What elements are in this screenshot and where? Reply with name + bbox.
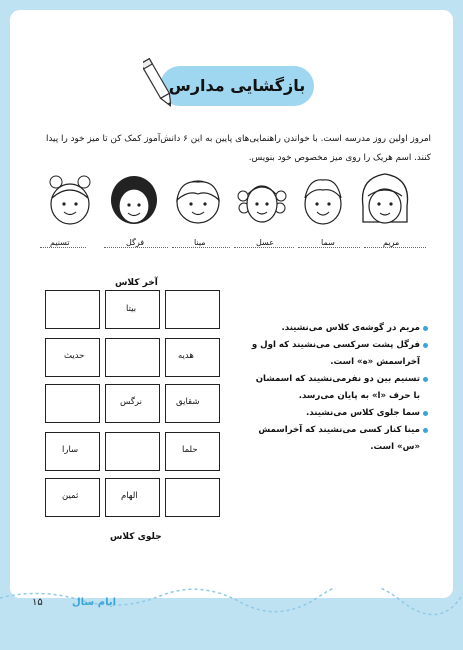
name-divider (364, 247, 426, 248)
footer-title: ایام سال (72, 597, 117, 608)
bullet-icon (423, 343, 428, 348)
clue-item: فرگل پشت سرکسی می‌نشیند که اول و آخراسمش «ه» است. (250, 337, 428, 371)
footer-wave (0, 588, 463, 618)
faces-row (40, 170, 425, 230)
desk-name: هدیه (178, 351, 194, 361)
page-number: ۱۵ (32, 597, 43, 608)
desk-name: بیتا (126, 304, 137, 314)
clue-item: مریم در گوشه‌ی کلاس می‌نشیند. (250, 320, 428, 337)
girl-face-icon (238, 186, 286, 222)
clue-item: مینا کنار کسی می‌نشیند که آخراسمش «س» است. (250, 422, 428, 456)
girl-face-icon (362, 174, 407, 223)
desk-name: الهام (121, 491, 138, 501)
student-name: مینا (194, 238, 206, 247)
clue-item: سما جلوی کلاس می‌نشیند. (250, 405, 428, 422)
desk-name: سارا (62, 445, 79, 455)
desk-name: ثمین (62, 491, 79, 501)
girl-face-icon (50, 176, 90, 224)
desk-name: حلما (182, 445, 198, 455)
clue-item: تسنیم بین دو نفرمی‌نشیند که اسمشان با حرف «ا» به پایان می‌رسد. (250, 371, 428, 405)
name-divider (104, 247, 168, 248)
desk-box[interactable] (165, 290, 220, 329)
bullet-icon (423, 411, 428, 416)
bullet-icon (423, 377, 428, 382)
girl-face-icon (177, 181, 219, 223)
girl-face-icon (305, 180, 341, 224)
name-divider (172, 247, 230, 248)
desk-name: حدیث (64, 351, 85, 361)
clues-list (250, 320, 428, 456)
student-name: مریم (383, 238, 400, 247)
instructions-text: امروز اولین روز مدرسه است. با خواندن راهنمایی‌های پایین به این ۶ دانش‌آموز کمک کن تا میز خود را پیدا کنند. اسم هریک را روی میز مخصوص خود بنویس. (46, 134, 431, 163)
name-divider (234, 247, 294, 248)
student-name: عسل (256, 238, 274, 247)
front-of-class-label: جلوی کلاس (110, 532, 162, 542)
student-name: فرگل (126, 238, 145, 247)
girl-face-icon (111, 176, 157, 224)
desk-name: نرگس (120, 397, 142, 407)
desk-box[interactable] (45, 384, 100, 423)
page-title: بازگشایی مدارس (168, 76, 306, 95)
back-of-class-label: آخر کلاس (115, 278, 158, 288)
bullet-icon (423, 428, 428, 433)
name-divider (40, 247, 86, 248)
student-name: تسنیم (50, 238, 70, 247)
desk-box[interactable] (165, 478, 220, 517)
bullet-icon (423, 326, 428, 331)
student-name: سما (321, 238, 335, 247)
desk-name: شقایق (176, 397, 200, 407)
name-divider (298, 247, 360, 248)
desk-box[interactable] (105, 432, 160, 471)
desk-box[interactable] (105, 338, 160, 377)
desk-box[interactable] (45, 290, 100, 329)
